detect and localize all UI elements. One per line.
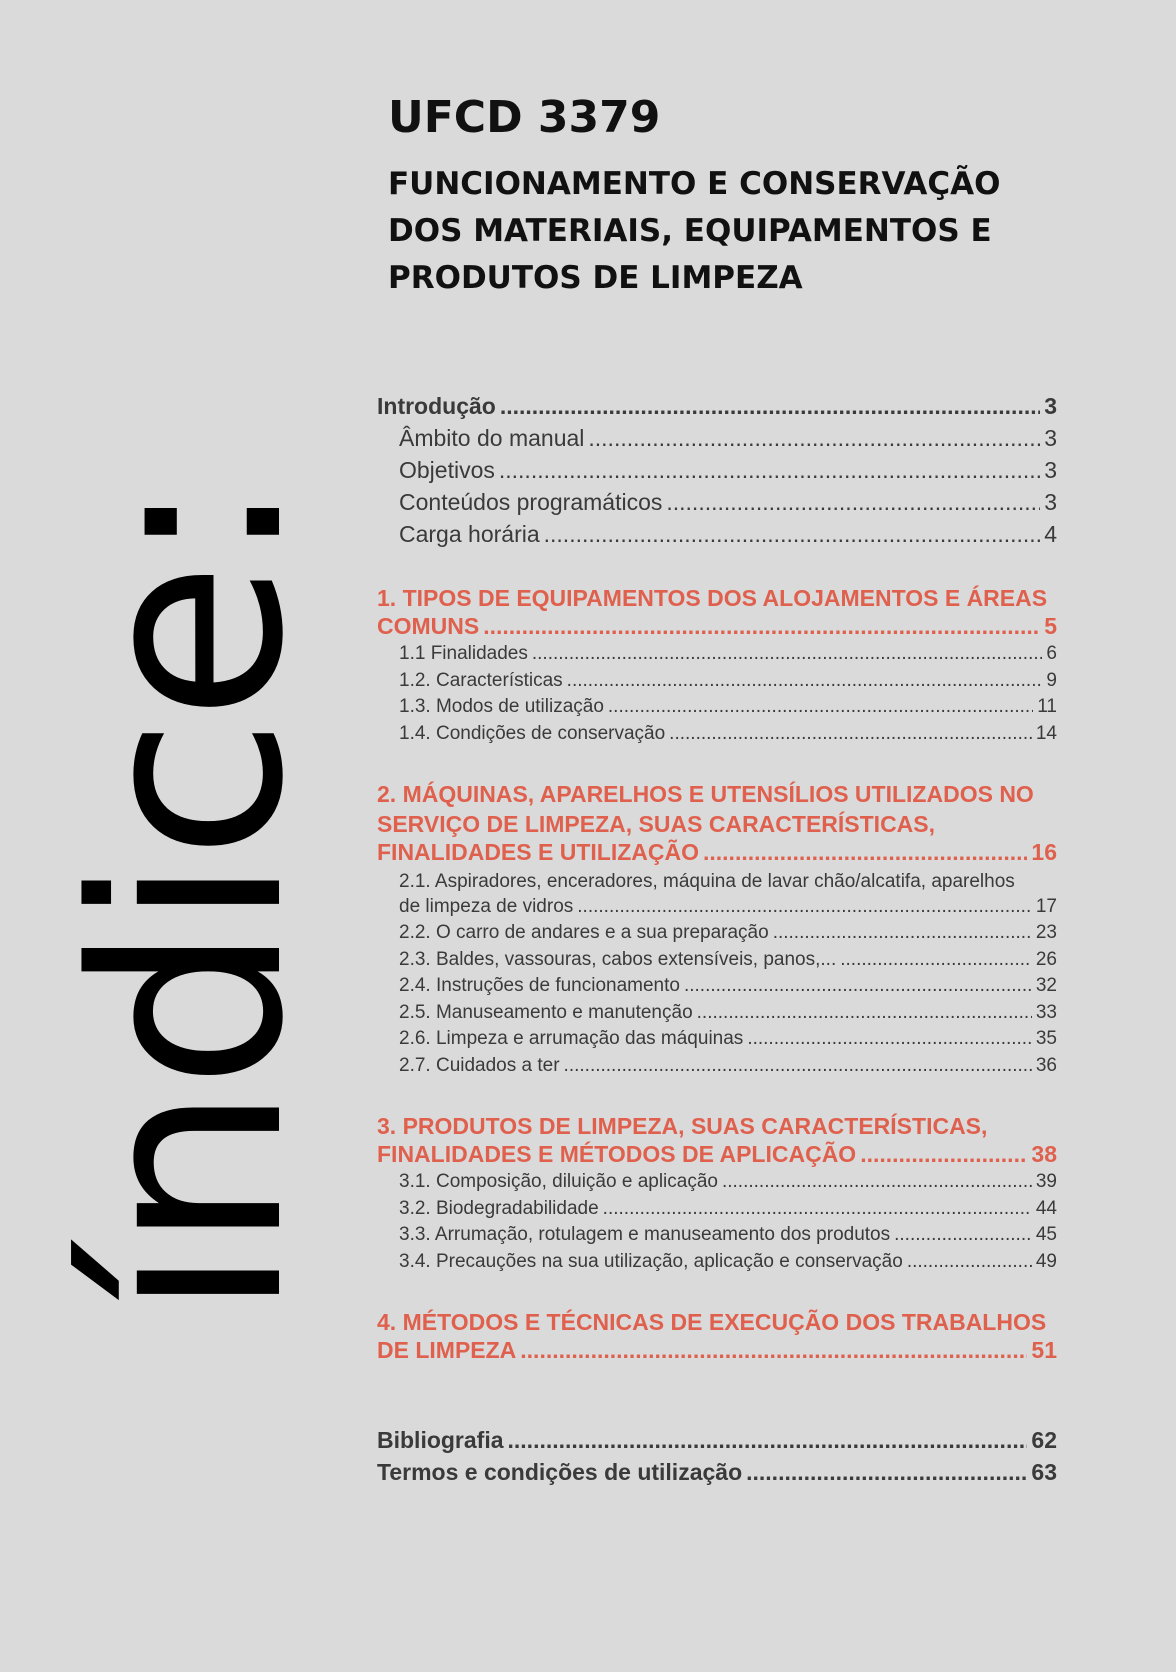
dot-leader	[746, 1459, 1027, 1486]
toc-entry-label: 1.1 Finalidades	[399, 643, 528, 664]
toc-entry-label: 1.3. Modos de utilização	[399, 696, 604, 717]
toc-entry-label: FINALIDADES E MÉTODOS DE APLICAÇÃO	[377, 1141, 857, 1167]
dot-leader	[544, 521, 1041, 548]
toc-page-number: 23	[1035, 922, 1057, 943]
toc-page-number: 39	[1035, 1171, 1057, 1192]
toc-back-matter	[377, 1427, 1057, 1491]
dot-leader	[532, 643, 1043, 665]
chapter-title-line[interactable]: 1. TIPOS DE EQUIPAMENTOS DOS ALOJAMENTOS E ÁREAS	[377, 585, 1048, 611]
toc-subentry[interactable]	[377, 1251, 1057, 1278]
chapter-title-last-line[interactable]	[377, 1141, 1057, 1171]
toc-subentry[interactable]	[377, 696, 1057, 723]
toc-entry-termos[interactable]	[377, 1459, 1057, 1491]
toc-chapter-4	[377, 1307, 1057, 1367]
toc-page-number: 3	[1044, 457, 1057, 483]
toc-entry-label: Termos e condições de utilização	[377, 1459, 743, 1485]
toc-page-number: 63	[1031, 1459, 1057, 1485]
toc-entry-label: 3.4. Precauções na sua utilização, aplicação e conservação	[399, 1250, 903, 1272]
toc-subentry[interactable]	[377, 643, 1057, 670]
toc-page-number: 49	[1035, 1250, 1057, 1272]
toc-subentry[interactable]	[377, 1002, 1057, 1029]
dot-leader	[567, 670, 1043, 692]
toc-entry-label: 2.3. Baldes, vassouras, cabos extensíveis, panos,...	[399, 948, 837, 970]
toc-entry-label: 3.1. Composição, diluição e aplicação	[399, 1171, 718, 1192]
toc-subentry[interactable]	[377, 922, 1057, 949]
toc-page-number: 32	[1035, 975, 1057, 996]
dot-leader	[894, 1224, 1032, 1246]
chapter-title-last-line[interactable]	[377, 613, 1057, 643]
dot-leader	[860, 1141, 1027, 1168]
dot-leader	[508, 1427, 1028, 1454]
toc-subentry[interactable]	[377, 1055, 1057, 1082]
toc-page-number: 11	[1037, 696, 1057, 717]
toc-entry-label: Objetivos	[399, 457, 495, 483]
dot-leader	[588, 425, 1040, 452]
toc-subentry[interactable]	[377, 457, 1057, 489]
toc-page-number: 44	[1035, 1197, 1057, 1219]
toc-entry-label: Conteúdos programáticos	[399, 489, 663, 515]
toc-page-number: 26	[1035, 948, 1057, 970]
toc-page-number: 35	[1035, 1028, 1057, 1049]
toc-entry-label: 2.5. Manuseamento e manutenção	[399, 1001, 693, 1023]
toc-entry-label: COMUNS	[377, 613, 480, 639]
toc-chapter-1	[377, 583, 1057, 749]
toc-page-number: 36	[1035, 1054, 1057, 1076]
dot-leader	[669, 723, 1032, 745]
toc-entry-label: 2.4. Instruções de funcionamento	[399, 975, 680, 996]
toc-entry-label: Âmbito do manual	[399, 425, 585, 451]
toc-entry-label: 1.2. Características	[399, 669, 563, 691]
toc-page-number: 3	[1044, 393, 1057, 419]
toc-chapter-3	[377, 1111, 1057, 1277]
toc-page-number: 51	[1031, 1337, 1057, 1363]
toc-subentry[interactable]	[377, 896, 1057, 923]
dot-leader	[773, 922, 1032, 944]
course-code: UFCD 3379	[388, 92, 661, 143]
dot-leader	[520, 1337, 1027, 1364]
toc-entry-label: DE LIMPEZA	[377, 1337, 517, 1363]
toc-chapter-2	[377, 779, 1057, 1081]
dot-leader	[697, 1002, 1032, 1024]
chapter-title-line[interactable]: 3. PRODUTOS DE LIMPEZA, SUAS CARACTERÍSTICAS,	[377, 1113, 988, 1139]
toc-entry-introducao[interactable]	[377, 393, 1057, 425]
dot-leader	[722, 1171, 1032, 1193]
toc-subentry[interactable]	[377, 1224, 1057, 1251]
toc-page-number: 9	[1046, 669, 1057, 691]
toc-page-number: 17	[1035, 895, 1057, 917]
dot-leader	[666, 489, 1040, 516]
toc-subentry[interactable]	[377, 425, 1057, 457]
toc-subentry[interactable]	[377, 1171, 1057, 1198]
toc-page-number: 14	[1035, 722, 1057, 744]
course-title-line: DOS MATERIAIS, EQUIPAMENTOS E	[388, 213, 992, 249]
toc-entry-label: 2.7. Cuidados a ter	[399, 1054, 560, 1076]
toc-entry-label: 2.6. Limpeza e arrumação das máquinas	[399, 1028, 744, 1049]
dot-leader	[499, 457, 1040, 484]
toc-subentry[interactable]	[377, 723, 1057, 750]
toc-subentry[interactable]	[377, 521, 1057, 553]
toc-entry-label: de limpeza de vidros	[399, 895, 574, 917]
course-title-line: PRODUTOS DE LIMPEZA	[388, 260, 803, 296]
chapter-title-line[interactable]: 2. MÁQUINAS, APARELHOS E UTENSÍLIOS UTILIZADOS NO	[377, 781, 1034, 807]
toc-entry-label: 2.2. O carro de andares e a sua preparação	[399, 922, 769, 943]
toc-page-number: 45	[1035, 1224, 1057, 1245]
dot-leader	[703, 839, 1027, 866]
toc-entry-bibliografia[interactable]	[377, 1427, 1057, 1459]
toc-page-number: 33	[1035, 1001, 1057, 1023]
toc-entry-label: FINALIDADES E UTILIZAÇÃO	[377, 839, 699, 865]
course-title-line: FUNCIONAMENTO E CONSERVAÇÃO	[388, 166, 1001, 202]
toc-entry-label: Carga horária	[399, 521, 540, 547]
toc-entry-label: 3.2. Biodegradabilidade	[399, 1197, 599, 1219]
dot-leader	[907, 1251, 1032, 1273]
toc-page-number: 5	[1044, 613, 1057, 639]
dot-leader	[684, 975, 1032, 997]
chapter-title-line[interactable]: SERVIÇO DE LIMPEZA, SUAS CARACTERÍSTICAS,	[377, 811, 936, 837]
toc-page-number: 16	[1031, 839, 1057, 865]
toc-subentry-first-line[interactable]: 2.1. Aspiradores, enceradores, máquina de lavar chão/alcatifa, aparelhos	[399, 871, 1015, 892]
toc-entry-label: 1.4. Condições de conservação	[399, 722, 666, 744]
toc-page-number: 62	[1031, 1427, 1057, 1453]
chapter-title-last-line[interactable]	[377, 1337, 1057, 1367]
toc-subentry[interactable]	[377, 1028, 1057, 1055]
toc-page-number: 38	[1031, 1141, 1057, 1167]
table-of-contents	[377, 393, 1057, 1491]
toc-page-number: 4	[1044, 521, 1057, 547]
dot-leader	[564, 1055, 1032, 1077]
dot-leader	[483, 613, 1040, 640]
dot-leader	[840, 949, 1032, 971]
chapter-title-line[interactable]: 4. MÉTODOS E TÉCNICAS DE EXECUÇÃO DOS TRABALHOS	[377, 1309, 1047, 1335]
toc-entry-label: Introdução	[377, 393, 496, 419]
dot-leader	[747, 1028, 1032, 1050]
dot-leader	[500, 393, 1040, 420]
toc-entry-label: 3.3. Arrumação, rotulagem e manuseamento dos produtos	[399, 1224, 891, 1245]
side-title-text: índice:	[39, 481, 341, 1319]
toc-page-number: 3	[1044, 425, 1057, 451]
dot-leader	[577, 896, 1032, 918]
toc-subentry[interactable]	[377, 670, 1057, 697]
document-header	[388, 92, 1088, 302]
dot-leader	[608, 696, 1033, 718]
toc-subentry[interactable]	[377, 975, 1057, 1002]
toc-entry-label: Bibliografia	[377, 1427, 504, 1453]
toc-page-number: 3	[1044, 489, 1057, 515]
toc-subentry[interactable]	[377, 949, 1057, 976]
toc-subentry[interactable]	[377, 489, 1057, 521]
chapter-title-last-line[interactable]	[377, 839, 1057, 869]
dot-leader	[603, 1198, 1032, 1220]
toc-page-number: 6	[1046, 643, 1057, 664]
toc-subentry[interactable]	[377, 1198, 1057, 1225]
